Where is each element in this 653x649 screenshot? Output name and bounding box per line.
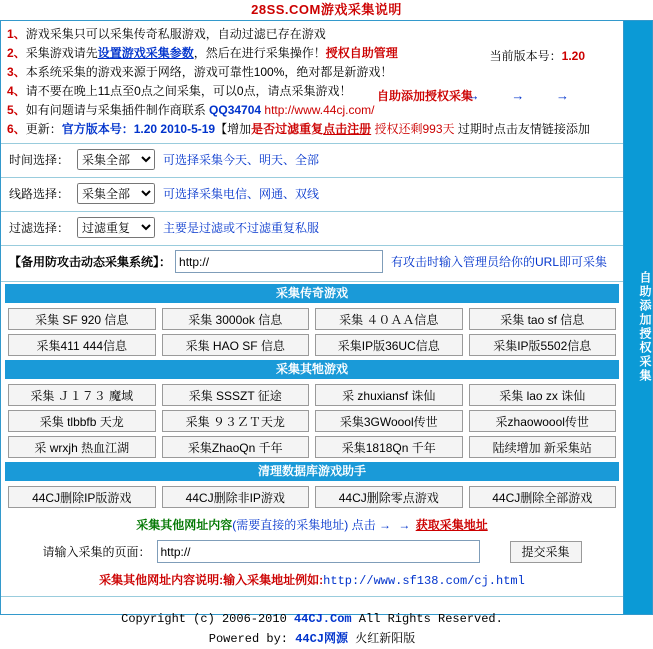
notice-text: 请不要在晚上11点至0点之间采集，可以0点，请点采集游戏！	[25, 84, 352, 98]
register-link[interactable]: 点击注册	[323, 122, 372, 136]
grid-cell	[159, 332, 313, 358]
grid-cell	[312, 306, 466, 332]
notice-text: 本系统采集的游戏来源于网络，游戏可靠性100%，绝对都是新游戏！	[25, 65, 393, 79]
delete-button[interactable]: 44CJ删除IP版游戏	[8, 486, 156, 508]
other-games-button-grid	[1, 379, 623, 460]
section-header-cleanup: 清理数据库游戏助手	[5, 462, 619, 481]
grid-cell	[466, 306, 620, 332]
other-url-title: 采集其他网址内容	[136, 518, 233, 532]
collect-page-form	[1, 534, 623, 569]
collect-button[interactable]: 采集411 444信息	[8, 334, 156, 356]
cleanup-button-grid	[1, 481, 623, 510]
notice-text: 更新：	[25, 122, 62, 136]
grid-cell	[466, 408, 620, 434]
collect-button[interactable]: 采集 3000ok 信息	[162, 308, 310, 330]
notice-text: 采集游戏请先	[25, 46, 98, 60]
grid-cell	[159, 306, 313, 332]
collect-button[interactable]: 采集3GWoool传世	[315, 410, 463, 432]
collect-button[interactable]: 采集 ９３ＺＴ天龙	[162, 410, 310, 432]
copyright-post: All Rights Reserved.	[351, 612, 503, 626]
collect-button[interactable]: 采 wrxjh 热血江湖	[8, 436, 156, 458]
grid-cell	[5, 434, 159, 460]
collect-button[interactable]: 采集 Ｊ１７３ 魔域	[8, 384, 156, 406]
collect-button[interactable]: 采集 SF 920 信息	[8, 308, 156, 330]
collect-explain-text: 采集其他网址内容说明:输入采集地址例如:	[99, 573, 324, 587]
notice-text: 【增加	[215, 122, 252, 136]
copyright-pre: Copyright (c) 2006-2010	[121, 612, 294, 626]
notice-text: 如有问题请与采集插件制作商联系	[25, 103, 210, 117]
grid-cell	[466, 434, 620, 460]
collect-button[interactable]: 采集 ４０ＡＡ信息	[315, 308, 463, 330]
section-header-other-games: 采集其牠游戏	[5, 360, 619, 379]
site-url[interactable]: http://www.44cj.com/	[261, 103, 375, 117]
collect-button[interactable]: 采 zhuxiansf 诛仙	[315, 384, 463, 406]
current-version-label: 当前版本号：	[489, 49, 562, 63]
backup-system-hint: 有攻击时输入管理员给你的URL即可采集	[391, 255, 608, 269]
expire-note: 过期时点击友情链接添加	[454, 122, 590, 136]
collect-button[interactable]: 采集ZhaoQn 千年	[162, 436, 310, 458]
line-select[interactable]	[77, 183, 155, 204]
powered-brand: 44CJ网源	[295, 632, 349, 646]
collect-button[interactable]: 采集IP版5502信息	[469, 334, 617, 356]
delete-button[interactable]: 44CJ删除全部游戏	[469, 486, 617, 508]
grid-cell	[466, 484, 620, 510]
main-frame	[0, 20, 653, 646]
notice-number: 4、	[7, 84, 26, 98]
time-select-row	[1, 144, 623, 175]
backup-url-input[interactable]	[175, 250, 383, 273]
settings-link[interactable]: 设置游戏采集参数	[97, 46, 194, 60]
grid-cell	[312, 332, 466, 358]
divider	[1, 281, 623, 282]
page-title: 28SS.COM游戏采集说明	[0, 0, 653, 20]
other-url-bar	[5, 516, 619, 534]
brand-name: 44CJ.Com	[293, 612, 352, 626]
grid-cell	[466, 332, 620, 358]
grid-cell	[159, 408, 313, 434]
grid-cell	[5, 408, 159, 434]
notice-item-5	[7, 101, 617, 120]
collect-button[interactable]: 采zhaowoool传世	[469, 410, 617, 432]
notice-text: ，然后在进行采集操作！	[193, 46, 326, 60]
notice-number: 1、	[7, 27, 26, 41]
collect-page-label: 请输入采集的页面：	[42, 545, 151, 559]
collect-button[interactable]: 采集 SSSZT 征途	[162, 384, 310, 406]
grid-cell	[312, 408, 466, 434]
footer	[1, 597, 623, 649]
sidebar-auto-auth[interactable]	[623, 20, 653, 615]
grid-cell	[159, 434, 313, 460]
submit-collect-button[interactable]: 提交采集	[510, 541, 582, 563]
collect-button[interactable]: 采集 tao sf 信息	[469, 308, 617, 330]
notice-item-6	[7, 120, 617, 139]
grid-cell	[312, 382, 466, 408]
sidebar-label: 自助添加授权采集	[638, 270, 652, 383]
footer-line-2	[1, 629, 623, 649]
notice-number: 5、	[7, 103, 26, 117]
grid-cell	[312, 484, 466, 510]
legend-button-grid	[1, 303, 623, 358]
arrow-right-icon: → →	[379, 518, 413, 532]
notice-number: 6、	[7, 122, 26, 136]
other-url-click: 点击	[351, 518, 376, 532]
filter-select-row	[1, 212, 623, 243]
collect-button[interactable]: 陆续增加 新采集站	[469, 436, 617, 458]
powered-post: 火红新阳版	[348, 632, 416, 646]
section-header-legend: 采集传奇游戏	[5, 284, 619, 303]
delete-button[interactable]: 44CJ删除非IP游戏	[162, 486, 310, 508]
filter-duplicate-note: 是否过滤重复	[251, 122, 324, 136]
other-url-note: (需要直接的采集地址)	[232, 518, 349, 532]
arrow-indicator: → → →	[466, 88, 583, 103]
grid-cell	[312, 434, 466, 460]
grid-cell	[5, 382, 159, 408]
backup-system-label: 【备用防攻击动态采集系统】：	[9, 255, 172, 269]
line-select-label: 线路选择：	[9, 187, 70, 201]
current-version	[490, 47, 585, 64]
collect-page-input[interactable]	[157, 540, 480, 563]
delete-button[interactable]: 44CJ删除零点游戏	[315, 486, 463, 508]
grid-cell	[5, 306, 159, 332]
grid-cell	[5, 332, 159, 358]
collect-button[interactable]: 采集 tlbbfb 天龙	[8, 410, 156, 432]
line-select-hint: 可选择采集电信、网通、双线	[163, 187, 320, 201]
collect-explain	[1, 569, 623, 592]
official-version: 官方版本号：1.20 2010-5-19	[61, 122, 216, 136]
collect-button[interactable]: 采集1818Qn 千年	[315, 436, 463, 458]
notice-number: 3、	[7, 65, 26, 79]
notice-number: 2、	[7, 46, 26, 60]
collect-explain-url: http://www.sf138.com/cj.html	[323, 574, 525, 588]
line-select-row	[1, 178, 623, 209]
collect-button[interactable]: 采集IP版36UC信息	[315, 334, 463, 356]
time-select[interactable]	[77, 149, 155, 170]
notice-item-1	[7, 25, 617, 44]
notice-text: 游戏采集只可以采集传奇私服游戏，自动过滤已存在游戏	[25, 27, 326, 41]
time-select-hint: 可选择采集今天、明天、全部	[163, 153, 320, 167]
auth-days-left: 授权还剩993天	[371, 122, 455, 136]
content-area	[0, 20, 623, 646]
collect-button[interactable]: 采集 HAO SF 信息	[162, 334, 310, 356]
auto-auth-note: 自助添加授权采集	[376, 89, 473, 103]
filter-select-hint: 主要是过滤或不过滤重复私服	[163, 221, 320, 235]
get-collect-address-link[interactable]: 获取采集地址	[415, 518, 488, 532]
qq-contact[interactable]: QQ34704	[209, 103, 262, 117]
filter-select[interactable]	[77, 217, 155, 238]
grid-cell	[5, 484, 159, 510]
backup-system-row	[1, 246, 623, 279]
grid-cell	[159, 382, 313, 408]
grid-cell	[466, 382, 620, 408]
collect-button[interactable]: 采集 lao zx 诛仙	[469, 384, 617, 406]
time-select-label: 时间选择：	[9, 153, 70, 167]
notice-list	[1, 21, 623, 141]
current-version-value: 1.20	[561, 49, 585, 63]
grid-cell	[159, 484, 313, 510]
notice-item-3	[7, 63, 617, 82]
footer-line-1	[1, 609, 623, 629]
powered-pre: Powered by:	[208, 632, 296, 646]
filter-select-label: 过滤选择：	[9, 221, 70, 235]
auth-self-manage-label[interactable]: 授权自助管理	[325, 46, 398, 60]
